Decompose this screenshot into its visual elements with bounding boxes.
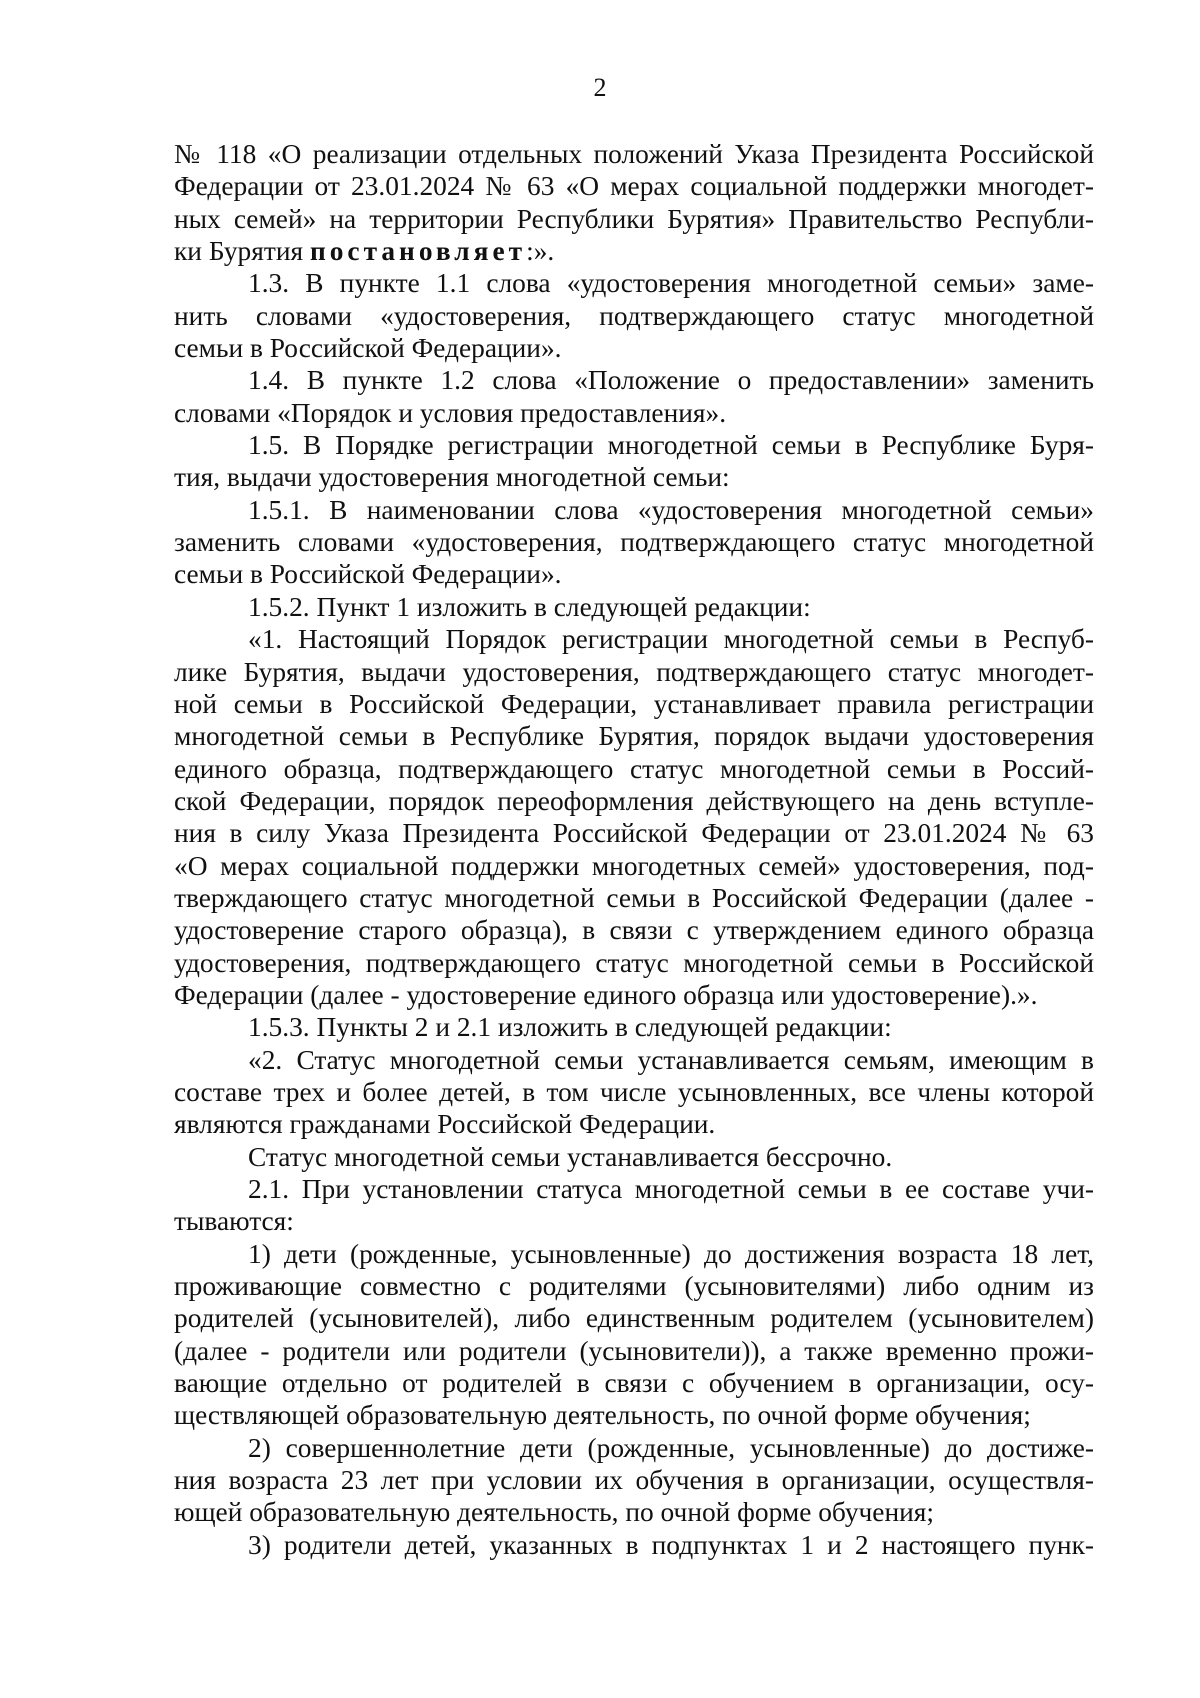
text-run: :».	[526, 236, 555, 267]
text-line: нить словами «удостоверения, подтверждающего статус многодетной	[174, 300, 1094, 331]
text-line: 1.5. В Порядке регистрации многодетной семьи в Республике Буря-	[248, 430, 1094, 461]
text-line: тия, выдачи удостоверения многодетной семьи:	[174, 462, 730, 493]
text-line: словами «Порядок и условия предоставления».	[174, 397, 727, 428]
text-line: «1. Настоящий Порядок регистрации многодетной семьи в Респуб-	[248, 624, 1094, 655]
text-line: 1.4. В пункте 1.2 слова «Положение о предоставлении» заменить	[248, 365, 1094, 396]
text-line: вающие отдельно от родителей в связи с обучением в организации, осу-	[174, 1368, 1094, 1399]
page-number: 2	[593, 73, 607, 102]
resolution-word: постановляет	[309, 236, 527, 267]
text-line: ющей образовательную деятельность, по очной форме обучения;	[174, 1497, 934, 1528]
text-line: 1.5.1. В наименовании слова «удостоверения многодетной семьи»	[248, 494, 1094, 525]
text-line: удостоверение старого образца), в связи с утверждением единого образца	[174, 915, 1094, 946]
text-line: «2. Статус многодетной семьи устанавливается семьям, имеющим в	[248, 1044, 1094, 1075]
text-line: № 118 «О реализации отдельных положений Указа Президента Российской	[174, 139, 1094, 169]
text-line: ской Федерации, порядок переоформления действующего на день вступле-	[174, 785, 1094, 816]
text-line: семьи в Российской Федерации».	[174, 559, 562, 590]
text-line: удостоверения, подтверждающего статус многодетной семьи в Российской	[174, 947, 1094, 978]
text-run: ки Бурятия	[174, 236, 310, 267]
text-line: 2) совершеннолетние дети (рожденные, усыновленные) до достиже-	[248, 1432, 1094, 1463]
document-body	[174, 138, 1094, 1561]
text-line: Федерации от 23.01.2024 № 63 «О мерах социальной поддержки многодет-	[174, 171, 1094, 202]
text-line: составе трех и более детей, в том числе усыновленных, все члены которой	[174, 1076, 1094, 1107]
text-line: 1.3. В пункте 1.1 слова «удостоверения многодетной семьи» заме-	[248, 268, 1094, 299]
text-line-resolution	[174, 235, 1094, 267]
text-line: (далее - родители или родители (усыновители)), а также временно прожи-	[174, 1335, 1094, 1366]
text-line: ния возраста 23 лет при условии их обучения в организации, осуществля-	[174, 1465, 1094, 1496]
text-line: ной семьи в Российской Федерации, устанавливает правила регистрации	[174, 688, 1094, 719]
text-line: заменить словами «удостоверения, подтверждающего статус многодетной	[174, 527, 1094, 558]
text-line: единого образца, подтверждающего статус многодетной семьи в Россий-	[174, 753, 1094, 784]
text-line: семьи в Российской Федерации».	[174, 333, 562, 364]
text-line: Статус многодетной семьи устанавливается бессрочно.	[248, 1141, 893, 1172]
text-line: 1.5.2. Пункт 1 изложить в следующей редакции:	[248, 591, 811, 622]
text-line: Федерации (далее - удостоверение единого образца или удостоверение).».	[174, 979, 1038, 1010]
text-line: родителей (усыновителей), либо единственным родителем (усыновителем)	[174, 1303, 1094, 1334]
text-line: лике Бурятия, выдачи удостоверения, подтверждающего статус многодет-	[174, 656, 1094, 687]
text-line: тверждающего статус многодетной семьи в Российской Федерации (далее -	[174, 882, 1094, 913]
text-line: 1.5.3. Пункты 2 и 2.1 изложить в следующей редакции:	[248, 1012, 892, 1043]
text-line: 1) дети (рожденные, усыновленные) до достижения возраста 18 лет,	[248, 1238, 1094, 1269]
text-line: 2.1. При установлении статуса многодетной семьи в ее составе учи-	[248, 1174, 1094, 1204]
text-line: многодетной семьи в Республике Бурятия, порядок выдачи удостоверения	[174, 721, 1094, 752]
text-line: ния в силу Указа Президента Российской Федерации от 23.01.2024 № 63	[174, 818, 1094, 849]
text-line: ществляющей образовательную деятельность, по очной форме обучения;	[174, 1400, 1031, 1431]
text-line: проживающие совместно с родителями (усыновителями) либо одним из	[174, 1271, 1094, 1302]
text-line: ных семей» на территории Республики Бурятия» Правительство Республи-	[174, 203, 1094, 234]
text-line: тываются:	[174, 1206, 294, 1237]
text-line: являются гражданами Российской Федерации.	[174, 1109, 716, 1140]
text-line: «О мерах социальной поддержки многодетных семей» удостоверения, под-	[174, 850, 1094, 881]
text-line: 3) родители детей, указанных в подпунктах 1 и 2 настоящего пунк-	[248, 1529, 1094, 1560]
